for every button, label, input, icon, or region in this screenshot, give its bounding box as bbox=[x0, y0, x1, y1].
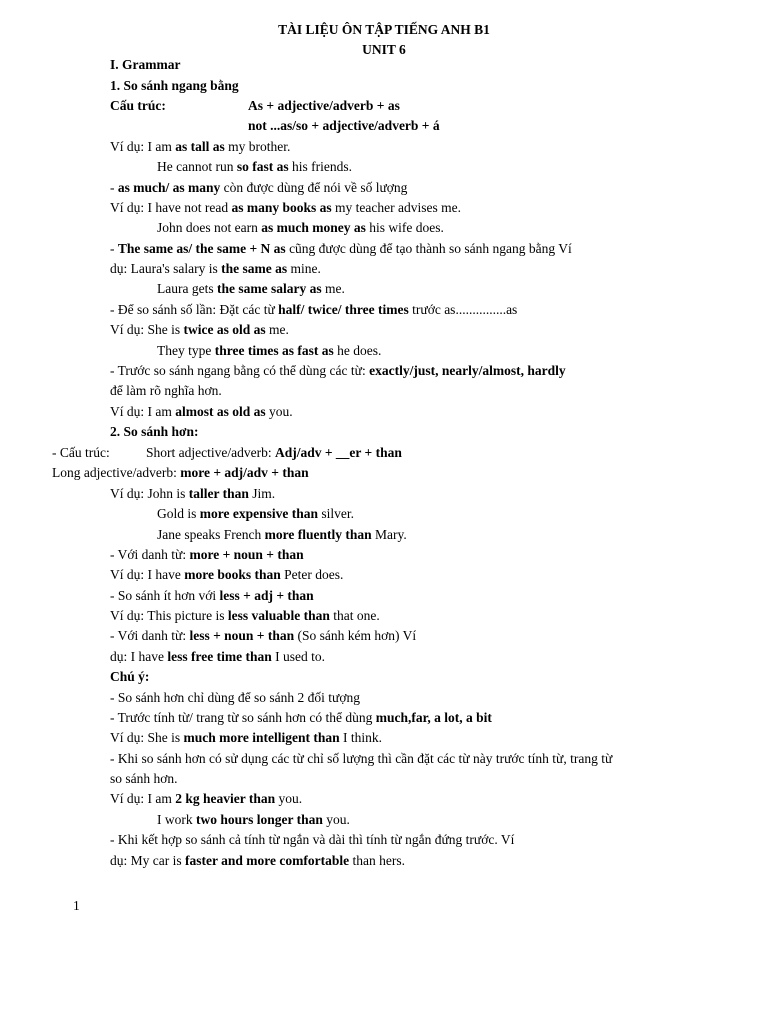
text-line-continuation: As + adjective/adverb + as bbox=[248, 98, 400, 113]
text-line: Chú ý: bbox=[110, 669, 150, 684]
unit-heading: UNIT 6 bbox=[362, 42, 406, 57]
text-line: John does not earn as much money as his wife does. bbox=[157, 220, 444, 235]
text-line: Ví dụ: I am as tall as my brother. bbox=[110, 139, 291, 154]
text-line: - Trước so sánh ngang bằng có thể dùng các từ: exactly/just, nearly/almost, hardly bbox=[110, 363, 566, 378]
text-line-continuation: not ...as/so + adjective/adverb + á bbox=[248, 118, 440, 133]
text-line: - Khi so sánh hơn có sử dụng các từ chỉ số lượng thì cần đặt các từ này trước tính từ, trang từ bbox=[110, 751, 613, 766]
text-line: - as much/ as many còn được dùng để nói về số lượng bbox=[110, 180, 408, 195]
text-line: Gold is more expensive than silver. bbox=[157, 506, 355, 521]
text-line: dụ: My car is faster and more comfortable than hers. bbox=[110, 853, 405, 868]
text-line: Ví dụ: I am 2 kg heavier than you. bbox=[110, 791, 303, 806]
text-line: - Trước tính từ/ trang từ so sánh hơn có thể dùng much,far, a lot, a bit bbox=[110, 710, 492, 725]
text-line: 2. So sánh hơn: bbox=[110, 424, 199, 439]
text-line: 1. So sánh ngang bằng bbox=[110, 78, 239, 93]
page-number: 1 bbox=[73, 898, 80, 913]
text-line: - Để so sánh số lần: Đặt các từ half/ twice/ three times trước as...............as bbox=[110, 302, 518, 317]
text-line-continuation: Short adjective/adverb: Adj/adv + __er + than bbox=[146, 445, 402, 460]
text-line: Ví dụ: She is much more intelligent than I think. bbox=[110, 730, 383, 745]
text-line: They type three times as fast as he does. bbox=[157, 343, 382, 358]
text-line: Ví dụ: I have more books than Peter does. bbox=[110, 567, 344, 582]
text-line: Ví dụ: She is twice as old as me. bbox=[110, 322, 289, 337]
text-line: dụ: Laura's salary is the same as mine. bbox=[110, 261, 321, 276]
text-line: Cấu trúc: bbox=[110, 98, 166, 113]
text-line: - So sánh hơn chỉ dùng để so sánh 2 đối tượng bbox=[110, 690, 360, 705]
text-line: Ví dụ: I have not read as many books as my teacher advises me. bbox=[110, 200, 461, 215]
text-line: - So sánh ít hơn với less + adj + than bbox=[110, 588, 314, 603]
text-line: để làm rõ nghĩa hơn. bbox=[110, 383, 222, 398]
text-line: Laura gets the same salary as me. bbox=[157, 281, 345, 296]
text-line: He cannot run so fast as his friends. bbox=[157, 159, 352, 174]
text-line: so sánh hơn. bbox=[110, 771, 178, 786]
text-line: - Cấu trúc: bbox=[52, 445, 110, 460]
text-line: Jane speaks French more fluently than Mary. bbox=[157, 527, 407, 542]
text-line: Long adjective/adverb: more + adj/adv + than bbox=[52, 465, 309, 480]
text-line: Ví dụ: John is taller than Jim. bbox=[110, 486, 276, 501]
text-line: - Với danh từ: more + noun + than bbox=[110, 547, 304, 562]
document-title: TÀI LIỆU ÔN TẬP TIẾNG ANH B1 bbox=[278, 22, 490, 37]
text-line: - Với danh từ: less + noun + than (So sánh kém hơn) Ví bbox=[110, 628, 417, 643]
text-line: I. Grammar bbox=[110, 57, 181, 72]
text-line: dụ: I have less free time than I used to. bbox=[110, 649, 325, 664]
text-line: Ví dụ: This picture is less valuable than that one. bbox=[110, 608, 380, 623]
text-line: - Khi kết hợp so sánh cả tính từ ngắn và dài thì tính từ ngắn đứng trước. Ví bbox=[110, 832, 515, 847]
text-line: I work two hours longer than you. bbox=[157, 812, 350, 827]
text-line: Ví dụ: I am almost as old as you. bbox=[110, 404, 293, 419]
text-line: - The same as/ the same + N as cũng được dùng để tạo thành so sánh ngang bằng Ví bbox=[110, 241, 572, 256]
